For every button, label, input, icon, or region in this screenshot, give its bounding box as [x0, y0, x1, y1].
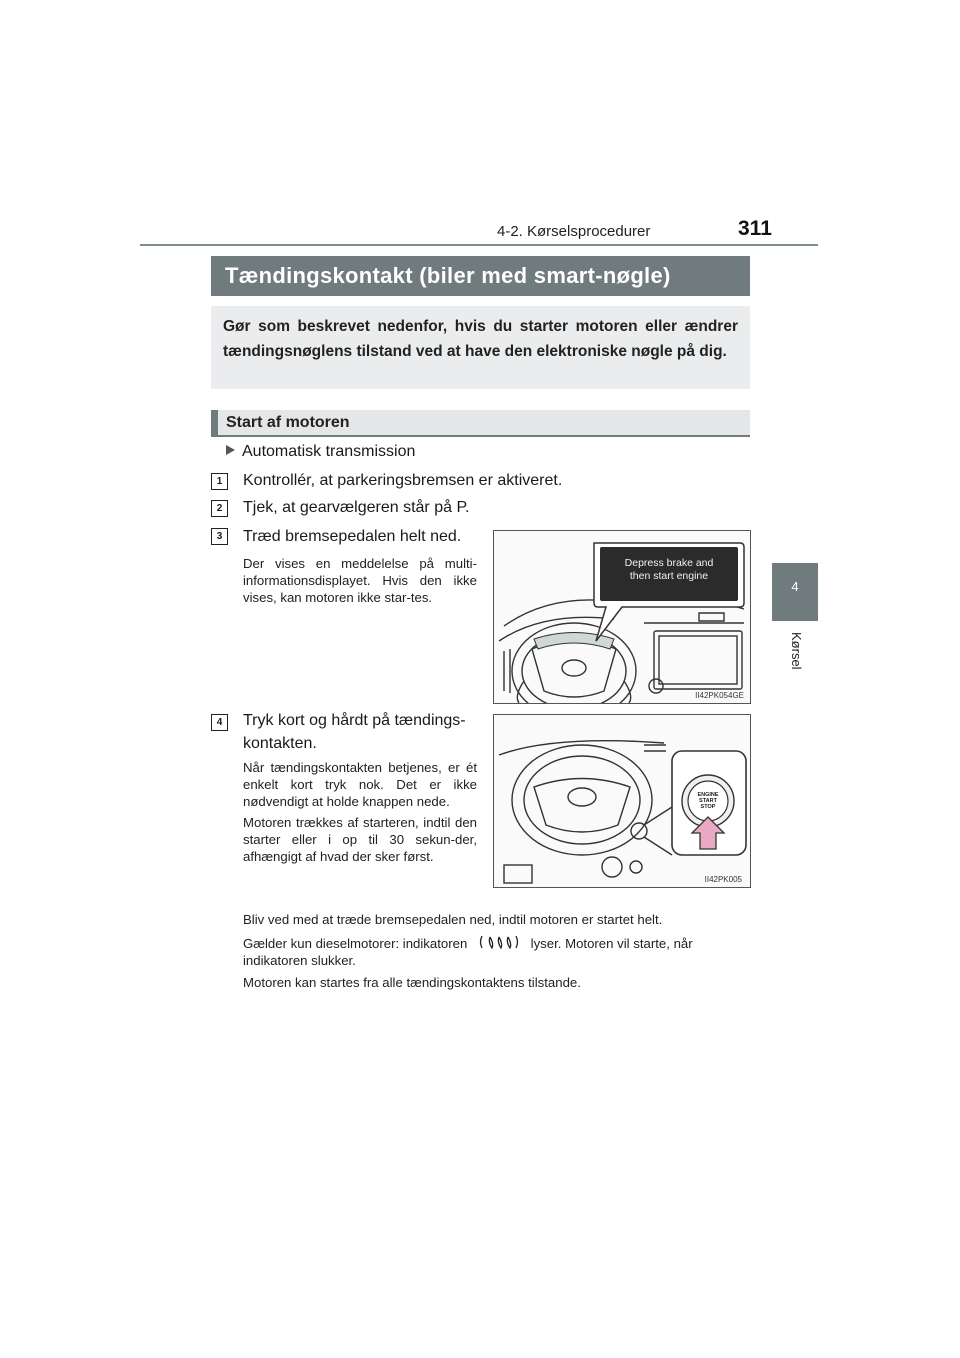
chapter-tab: 4 — [772, 563, 818, 621]
note-keep-brake: Bliv ved med at træde bremsepedalen ned, indtil motoren er startet helt. — [243, 912, 663, 927]
figure-start-button — [493, 714, 751, 888]
step-number-3: 3 — [211, 528, 228, 545]
note-diesel — [243, 934, 748, 969]
subsection-heading: Start af motoren — [211, 410, 750, 437]
bullet-text: Automatisk transmission — [242, 443, 416, 460]
header-divider — [140, 244, 818, 246]
chapter-label-text: Kørsel — [789, 632, 804, 670]
transmission-bullet — [226, 443, 415, 461]
step-3-note: Der vises en meddelelse på multi-informationsdisplayet. Hvis den ikke vises, kan motoren ikke star-tes. — [243, 556, 477, 605]
step-4-notes — [243, 759, 477, 869]
callout-line-2: then start engine — [629, 570, 709, 582]
section-header: 4-2. Kørselsprocedurer — [497, 223, 651, 240]
step-3-text: Træd bremsepedalen helt ned. — [243, 528, 462, 545]
step-4-note-2: Motoren trækkes af starteren, indtil den starter eller i op til 30 sekun-der, afhængigt af hvad der sker først. — [243, 815, 477, 864]
figure-brake-message — [493, 530, 751, 704]
note-diesel-b: lyser. Motoren vil starte, når indikatoren slukker. — [243, 936, 693, 968]
step-1-text: Kontrollér, at parkeringsbremsen er aktiveret. — [243, 472, 563, 489]
figure-1-code: II42PK054GE — [695, 691, 744, 700]
button-label-3: STOP — [700, 804, 716, 810]
engine-start-stop-button — [688, 792, 728, 810]
step-4-text: Tryk kort og hårdt på tændings-kontakten. — [243, 712, 466, 752]
step-number-4: 4 — [211, 714, 228, 731]
brake-callout-text — [600, 557, 738, 583]
triangle-bullet-icon — [226, 445, 235, 455]
intro-box: Gør som beskrevet nedenfor, hvis du starter motoren eller ændrer tændingsnøglens tilstand ved at have den elektroniske nøgle på dig. — [211, 306, 750, 389]
page-number: 311 — [738, 217, 772, 240]
step-4-note-1: Når tændingskontakten betjenes, er ét enkelt kort tryk nok. Det er ikke nødvendigt at holde knappen nede. — [243, 760, 477, 809]
glow-plug-indicator-icon — [471, 934, 527, 948]
step-2-text: Tjek, at gearvælgeren står på P. — [243, 499, 470, 516]
note-any-mode: Motoren kan startes fra alle tændingskontaktens tilstande. — [243, 975, 581, 990]
button-label-2: START — [699, 798, 717, 804]
chapter-label — [780, 632, 810, 692]
callout-line-1: Depress brake and — [624, 557, 714, 569]
step-number-1: 1 — [211, 473, 228, 490]
note-diesel-a: Gælder kun dieselmotorer: indikatoren — [243, 936, 468, 951]
figure-2-code: II42PK005 — [704, 875, 742, 884]
page-title: Tændingskontakt (biler med smart-nøgle) — [211, 256, 750, 296]
button-label-1: ENGINE — [697, 792, 719, 798]
step-number-2: 2 — [211, 500, 228, 517]
